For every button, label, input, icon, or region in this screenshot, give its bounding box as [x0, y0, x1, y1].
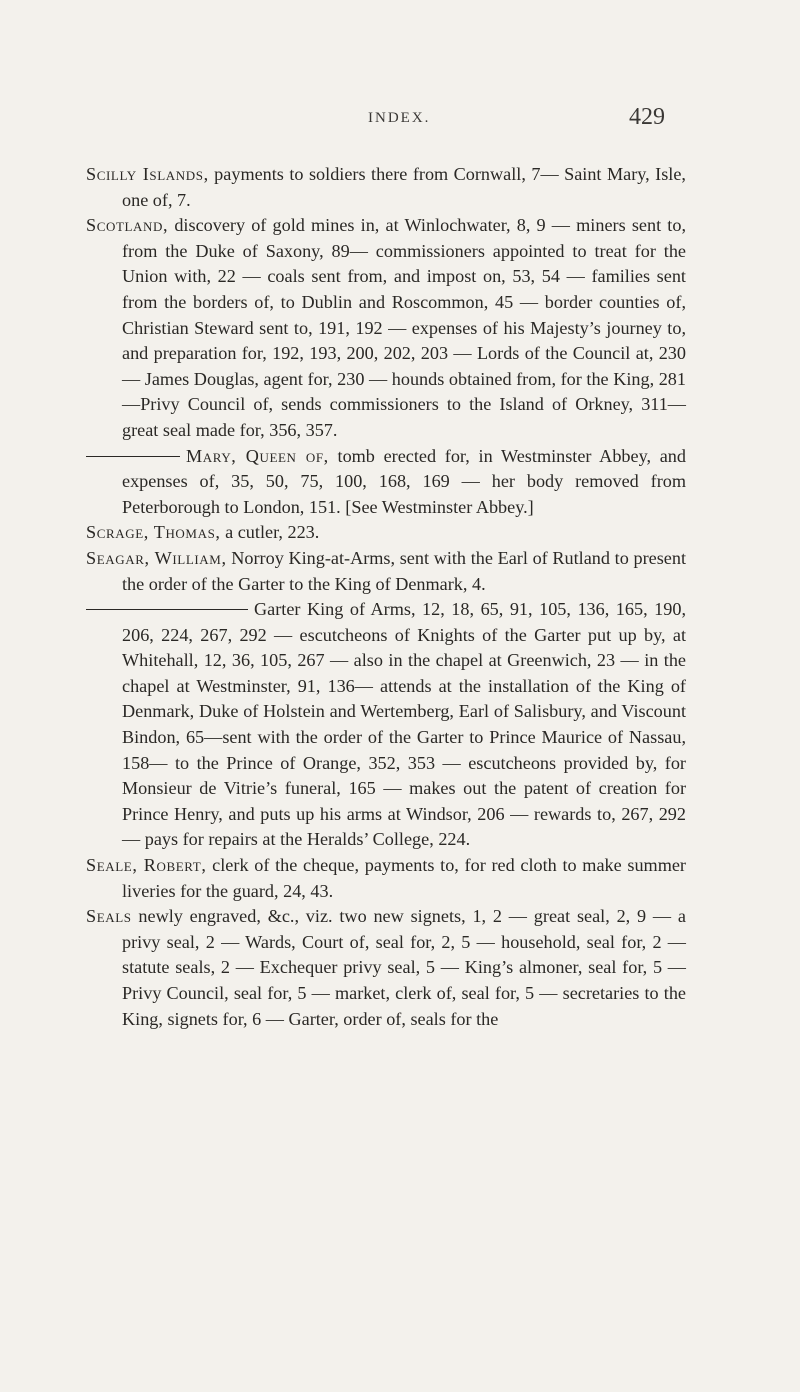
index-entry-scilly-islands: [86, 162, 686, 213]
entry-text: tomb erected for, in Westminster Abbey, and expenses of, 35, 50, 75, 100, 168, 169 — her body removed from Peterborough to London, 151. [See Westminster Abbey.]: [122, 445, 686, 517]
entry-heading: Seals: [86, 906, 132, 927]
entry-heading: Seale, Robert,: [86, 855, 207, 876]
entry-text: Norroy King-at-Arms, sent with the Earl of Rutland to present the order of the Garter to the King of Denmark, 4.: [122, 547, 686, 594]
index-subentry-seagar-garter-king: [86, 597, 686, 853]
entry-text: clerk of the cheque, payments to, for red cloth to make summer liveries for the guard, 24, 43.: [122, 855, 686, 901]
running-head: [0, 104, 800, 144]
running-head-title: INDEX.: [368, 110, 431, 126]
ditto-rule: [86, 456, 180, 457]
index-entry-seals: [86, 904, 686, 1032]
entry-heading: Scrage, Thomas,: [86, 522, 221, 543]
entry-text: payments to soldiers there from Cornwall, 7— Saint Mary, Isle, one of, 7.: [122, 164, 686, 210]
entry-heading: Mary, Queen of,: [186, 445, 329, 466]
index-entry-seagar-william: [86, 546, 686, 597]
entry-text: Garter King of Arms, 12, 18, 65, 91, 105, 136, 165, 190, 206, 224, 267, 292 — escutcheons of Knights of the Garter put up by, at Whitehall, 12, 36, 105, 267 — also in the chapel at Greenwich, 23 — in the chapel at Westminster, 91, 136— attends at the installation of the King of Denmark, Duke of Holstein and Wertemberg, Earl of Salisbury, and Viscount Bindon, 65—sent with the order of the Garter to Prince Maurice of Nassau, 158— to the Prince of Orange, 352, 353 — escutcheons provided by, for Monsieur de Vitrie’s funeral, 165 — makes out the patent of creation for Prince Henry, and puts up his arms at Windsor, 206 — rewards to, 267, 292 — pays for repairs at the Heralds’ College, 224.: [122, 599, 686, 850]
index-entry-scrage-thomas: [86, 520, 686, 546]
entry-text: discovery of gold mines in, at Winlochwater, 8, 9 — miners sent to, from the Duke of Saxony, 89— commissioners appointed to treat for the Union with, 22 — coals sent from, and impost on, 53, 54 — families sent from the borders of, to Dublin and Roscommon, 45 — border counties of, Christian Steward sent to, 191, 192 — expenses of his Majesty’s journey to, and preparation for, 192, 193, 200, 202, 203 — Lords of the Council at, 230 — James Douglas, agent for, 230 — hounds obtained from, for the King, 281 —Privy Council of, sends commissioners to the Island of Orkney, 311— great seal made for, 356, 357.: [122, 215, 686, 440]
entry-text: newly engraved, &c., viz. two new signets, 1, 2 — great seal, 2, 9 — a privy seal, 2 — Wards, Court of, seal for, 2, 5 — household, seal for, 2 — statute seals, 2 — Exchequer privy seal, 5 — King’s almoner, seal for, 5 — Privy Council, seal for, 5 — market, clerk of, seal for, 5 — secretaries to the King, signets for, 6 — Garter, order of, seals for the: [122, 906, 686, 1029]
entry-heading: Scilly Islands,: [86, 164, 209, 184]
entry-heading: Scotland,: [86, 215, 169, 236]
ditto-rule: [86, 609, 248, 610]
page-number: 429: [629, 104, 665, 130]
index-entries: [86, 162, 686, 1032]
entry-heading: Seagar, William,: [86, 547, 227, 568]
index-subentry-scotland-mary-queen: [86, 444, 686, 521]
entry-text: a cutler, 223.: [220, 522, 320, 543]
index-entry-scotland: [86, 213, 686, 443]
index-entry-seale-robert: [86, 853, 686, 904]
